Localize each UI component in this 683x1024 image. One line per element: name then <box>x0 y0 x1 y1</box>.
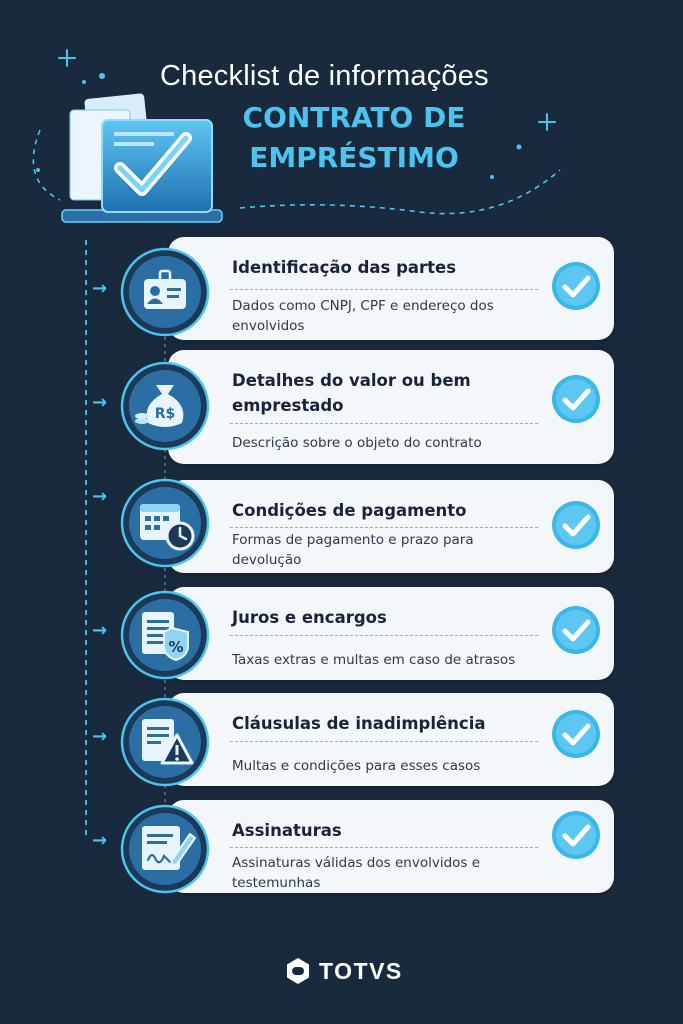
id-card-icon <box>120 247 210 337</box>
divider <box>230 635 538 636</box>
item-title: Juros e encargos <box>232 608 387 627</box>
item-description: Descrição sobre o objeto do contrato <box>232 435 482 451</box>
arrow-icon: → <box>92 620 108 641</box>
check-icon <box>551 500 601 550</box>
item-title: Cláusulas de inadimplência <box>232 714 486 733</box>
totvs-logo-icon <box>283 956 313 986</box>
logo-text: TOTVS <box>319 957 403 984</box>
totvs-logo <box>283 955 403 987</box>
checklist-item-identificacao <box>168 237 614 340</box>
subtitle-line-1: CONTRATO DE <box>242 101 466 134</box>
warning-document-icon <box>120 697 210 787</box>
item-title: Assinaturas <box>232 821 342 840</box>
percent-symbol: % <box>168 638 184 656</box>
divider <box>230 847 538 848</box>
check-icon <box>551 709 601 759</box>
item-title: Identificação das partes <box>232 258 457 277</box>
signature-document-icon <box>120 804 210 894</box>
item-description: Dados como CNPJ, CPF e endereço dos envolvidos <box>232 298 494 334</box>
checklist-item-inadimplencia <box>168 693 614 786</box>
divider <box>230 741 538 742</box>
item-title: Condições de pagamento <box>232 501 467 520</box>
arrow-icon: → <box>92 726 108 747</box>
item-description: Taxas extras e multas em caso de atrasos <box>232 652 516 668</box>
checklist-item-valor <box>168 350 614 464</box>
divider <box>230 423 538 424</box>
checklist-item-assinaturas <box>168 800 614 893</box>
money-symbol: R$ <box>154 406 176 422</box>
item-description: Assinaturas válidas dos envolvidos e testemunhas <box>232 855 481 891</box>
check-icon <box>551 810 601 860</box>
divider <box>230 289 538 290</box>
divider <box>230 527 538 528</box>
page-title: Checklist de informações <box>160 60 489 92</box>
check-icon <box>551 374 601 424</box>
subtitle-line-2: EMPRÉSTIMO <box>249 141 459 174</box>
item-description: Formas de pagamento e prazo para devolução <box>232 532 474 568</box>
percent-document-icon <box>120 590 210 680</box>
item-title: Detalhes do valor ou bem emprestado <box>232 371 471 415</box>
arrow-icon: → <box>92 486 108 507</box>
page-subtitle <box>214 98 494 178</box>
arrow-icon: → <box>92 278 108 299</box>
checklist-item-juros <box>168 587 614 680</box>
item-description: Multas e condições para esses casos <box>232 758 481 774</box>
money-bag-icon <box>120 361 210 451</box>
checklist-item-pagamento <box>168 480 614 573</box>
calendar-clock-icon <box>120 478 210 568</box>
check-icon <box>551 261 601 311</box>
arrow-icon: → <box>92 392 108 413</box>
check-icon <box>551 605 601 655</box>
arrow-icon: → <box>92 830 108 851</box>
